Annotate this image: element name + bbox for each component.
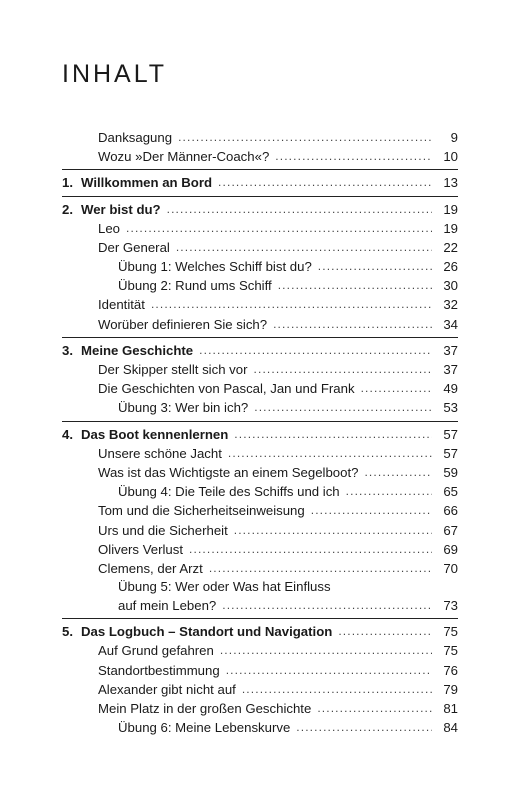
page-number: 10 (443, 149, 458, 165)
dot-leader (176, 238, 432, 257)
toc-entry-label: Die Geschichten von Pascal, Jan und Frank (98, 381, 355, 397)
page-title: INHALT (62, 60, 168, 88)
toc-entry[interactable] (62, 276, 458, 295)
toc-entry-label: Übung 4: Die Teile des Schiffs und ich (118, 484, 340, 500)
toc-entry-label: Urs und die Sicherheit (98, 522, 228, 538)
toc-entry[interactable] (62, 559, 458, 578)
toc-entry-label: Auf Grund gefahren (98, 643, 214, 659)
page-number: 75 (443, 624, 458, 640)
dot-leader (234, 425, 432, 444)
toc-entry[interactable] (62, 257, 458, 276)
toc-entry-label: Der General (98, 239, 170, 255)
dot-leader (317, 699, 432, 718)
section-divider (62, 337, 458, 338)
toc-entry-label: Identität (98, 297, 145, 313)
page-number: 37 (443, 342, 458, 358)
dot-leader (273, 315, 432, 334)
dot-leader (226, 661, 432, 680)
toc-entry[interactable] (62, 128, 458, 147)
toc-entry-label: Olivers Verlust (98, 541, 184, 557)
dot-leader (254, 360, 432, 379)
chapter-number: 3. (62, 342, 73, 358)
toc-entry-label: Leo (98, 220, 121, 236)
dot-leader (178, 128, 432, 147)
dot-leader (242, 680, 432, 699)
toc-entry-label: Das Logbuch – Standort und Navigation (81, 624, 333, 640)
page-number: 53 (443, 400, 458, 416)
dot-leader (222, 596, 432, 615)
toc-entry-label: Der Skipper stellt sich vor (98, 362, 248, 378)
toc-entry[interactable] (62, 296, 458, 315)
page-number: 37 (443, 362, 458, 378)
dot-leader (318, 257, 432, 276)
toc-entry[interactable] (62, 699, 458, 718)
toc-entry-label: Das Boot kennenlernen (81, 426, 229, 442)
toc-entry[interactable] (62, 680, 458, 699)
page-number: 13 (443, 175, 458, 191)
page-number: 32 (443, 297, 458, 313)
toc-entry[interactable] (62, 360, 458, 379)
toc-entry[interactable] (62, 315, 458, 334)
page-number: 65 (443, 484, 458, 500)
toc-entry-label: Unsere schöne Jacht (98, 445, 222, 461)
toc-entry-label: Standortbestimmung (98, 662, 220, 678)
page-number: 73 (443, 598, 458, 614)
toc-chapter-entry[interactable] (62, 341, 458, 360)
toc-entry[interactable] (62, 147, 458, 166)
toc-entry-label: Übung 2: Rund ums Schiff (118, 278, 272, 294)
page-number: 69 (443, 541, 458, 557)
page-number: 57 (443, 426, 458, 442)
dot-leader (346, 482, 432, 501)
toc-entry[interactable] (62, 501, 458, 520)
chapter-number: 2. (62, 201, 73, 217)
page-number: 75 (443, 643, 458, 659)
page-number: 81 (443, 701, 458, 717)
dot-leader (254, 398, 432, 417)
toc-entry-label: Übung 5: Wer oder Was hat Einfluss (118, 579, 331, 595)
toc-entry[interactable] (62, 596, 458, 615)
dot-leader (311, 501, 432, 520)
chapter-number: 4. (62, 426, 73, 442)
dot-leader (338, 622, 432, 641)
page-number: 26 (443, 259, 458, 275)
dot-leader (234, 521, 432, 540)
dot-leader (296, 718, 432, 737)
page-number: 19 (443, 201, 458, 217)
page-number: 34 (443, 316, 458, 332)
toc-entry[interactable] (62, 521, 458, 540)
toc-entry-label: Übung 6: Meine Lebenskurve (118, 720, 291, 736)
page-number: 57 (443, 445, 458, 461)
toc-entry-label: auf mein Leben? (118, 598, 217, 614)
dot-leader (189, 540, 432, 559)
toc-entry-label: Meine Geschichte (81, 342, 194, 358)
dot-leader (199, 341, 432, 360)
page-number: 19 (443, 220, 458, 236)
page-number: 49 (443, 381, 458, 397)
page-number: 84 (443, 720, 458, 736)
table-of-contents (62, 128, 458, 737)
toc-entry-label: Tom und die Sicherheitseinweisung (98, 503, 305, 519)
page-number: 30 (443, 278, 458, 294)
dot-leader (361, 379, 432, 398)
toc-entry[interactable] (62, 219, 458, 238)
page-number: 67 (443, 522, 458, 538)
toc-entry[interactable] (62, 482, 458, 501)
toc-entry[interactable] (62, 398, 458, 417)
page-number: 66 (443, 503, 458, 519)
page-number: 79 (443, 681, 458, 697)
toc-entry-label: Wer bist du? (81, 201, 161, 217)
toc-entry[interactable] (62, 540, 458, 559)
toc-entry[interactable] (62, 379, 458, 398)
dot-leader (167, 200, 432, 219)
dot-leader (151, 295, 432, 314)
page-number: 9 (450, 129, 458, 145)
page-number: 76 (443, 662, 458, 678)
toc-entry-label: Willkommen an Bord (81, 175, 213, 191)
dot-leader (228, 444, 432, 463)
toc-entry-label: Übung 1: Welches Schiff bist du? (118, 259, 312, 275)
page-number: 22 (443, 239, 458, 255)
chapter-number: 1. (62, 175, 73, 191)
toc-entry-label: Clemens, der Arzt (98, 560, 203, 576)
dot-leader (278, 276, 432, 295)
toc-chapter-entry[interactable] (62, 425, 458, 444)
toc-entry-label: Danksagung (98, 129, 173, 145)
dot-leader (218, 173, 432, 192)
toc-entry[interactable] (62, 238, 458, 257)
dot-leader (364, 463, 432, 482)
toc-entry-label: Übung 3: Wer bin ich? (118, 400, 249, 416)
toc-entry-label: Alexander gibt nicht auf (98, 681, 236, 697)
toc-entry-label: Wozu »Der Männer-Coach«? (98, 149, 270, 165)
toc-entry[interactable] (62, 642, 458, 661)
toc-chapter-entry[interactable] (62, 200, 458, 219)
toc-entry[interactable] (62, 463, 458, 482)
toc-entry-label: Mein Platz in der großen Geschichte (98, 701, 312, 717)
toc-chapter-entry[interactable] (62, 173, 458, 192)
toc-entry[interactable] (62, 444, 458, 463)
toc-chapter-entry[interactable] (62, 622, 458, 641)
dot-leader (209, 559, 432, 578)
toc-entry[interactable] (62, 661, 458, 680)
dot-leader (126, 219, 432, 238)
toc-entry-label: Worüber definieren Sie sich? (98, 316, 268, 332)
section-divider (62, 169, 458, 170)
toc-entry[interactable] (62, 718, 458, 737)
page-number: 70 (443, 560, 458, 576)
dot-leader (220, 641, 432, 660)
section-divider (62, 618, 458, 619)
page-number: 59 (443, 464, 458, 480)
chapter-number: 5. (62, 624, 73, 640)
dot-leader (275, 147, 432, 166)
section-divider (62, 421, 458, 422)
toc-entry-label: Was ist das Wichtigste an einem Segelboot? (98, 464, 359, 480)
toc-entry[interactable] (62, 578, 458, 596)
section-divider (62, 196, 458, 197)
